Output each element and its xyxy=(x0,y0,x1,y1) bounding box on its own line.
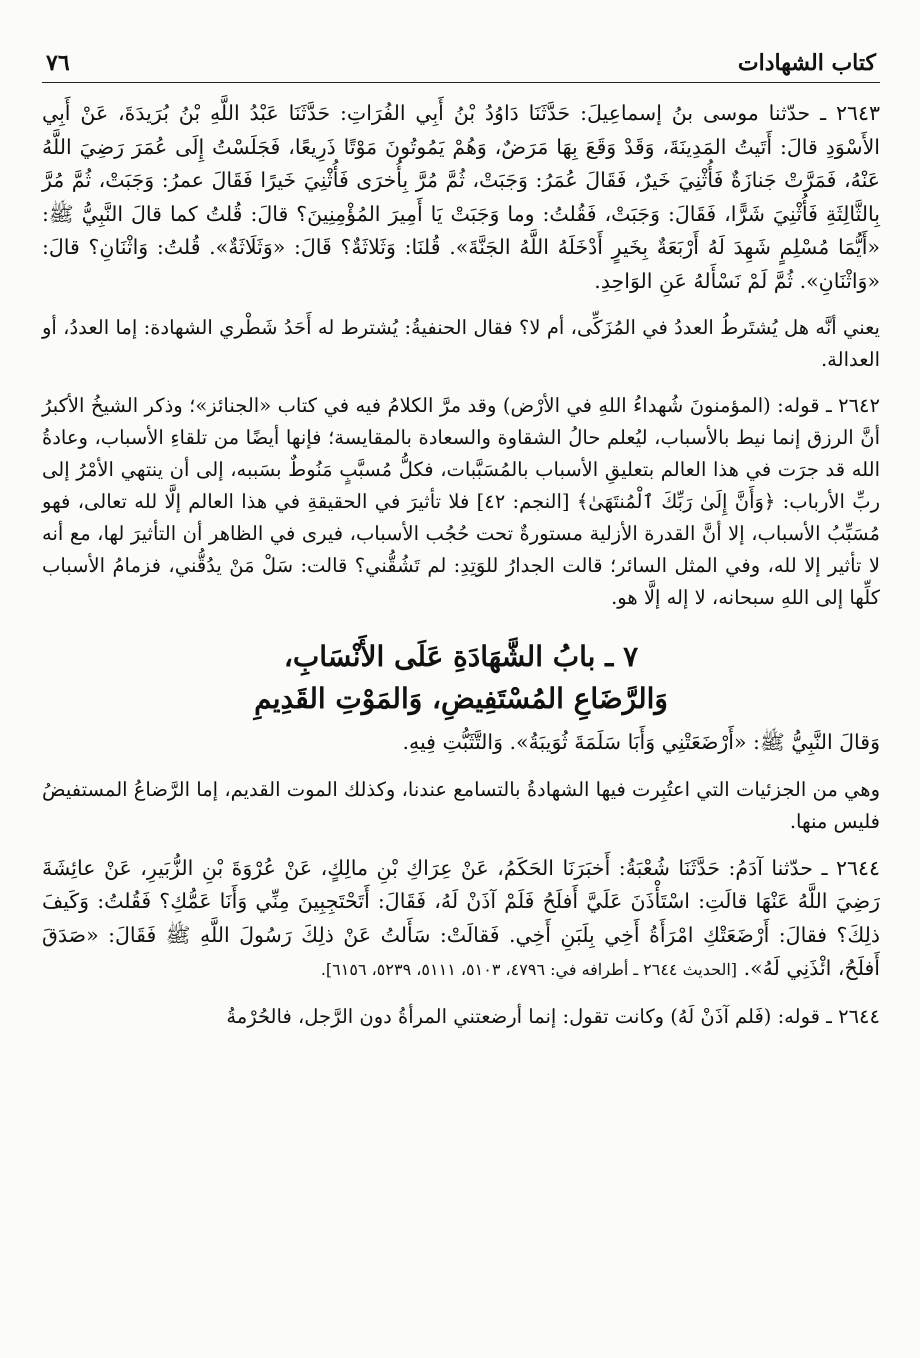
chapter-heading-line-1: ٧ ـ بابُ الشَّهَادَةِ عَلَى الأَنْسَابِ، xyxy=(283,640,639,673)
chapter-quote: وَقالَ النَّبِيُّ ﷺ: «أَرْضَعَتْنِي وَأَبَا سَلَمَةَ ثُوَيبَةُ». وَالتَّثَبُّتِ فِيهِ. xyxy=(402,730,880,754)
page-number: ٧٦ xyxy=(46,50,70,76)
running-header xyxy=(42,40,880,83)
hadith-cross-reference: [الحديث ٢٦٤٤ ـ أطرافه في: ٤٧٩٦، ٥١٠٣، ٥١١١، ٥٢٣٩، ٦١٥٦]. xyxy=(320,960,738,979)
book-title: كتاب الشهادات xyxy=(737,50,876,76)
commentary-2644: ٢٦٤٤ ـ قوله: (فَلم آذَنْ لَهُ) وكانت تقول: إنما أرضعتني المرأةُ دون الرَّجل، فالحُرْمةُ xyxy=(226,1004,880,1028)
hadith-2644 xyxy=(42,852,880,987)
chapter-heading-line-2: وَالرَّضَاعِ المُسْتَفِيضِ، وَالمَوْتِ القَدِيمِ xyxy=(254,682,668,715)
hadith-2644-text: ٢٦٤٤ ـ حدّثنا آدَمُ: حَدَّثَنَا شُعْبَةُ: أَخبَرَنَا الحَكَمُ، عَنْ عِرَاكِ بْنِ مالِكٍ، عَنْ عُرْوَةَ بْنِ الزُّبَيرِ، عَنْ عائِشَةَ رَضِيَ اللَّهُ عَنْهَا قالَتِ: اسْتَأْذَنَ عَلَيَّ أَفلَحُ فَلَمْ آذَنْ لَهُ، فَقَالَ: أَتَحْتَجِبِينَ مِنِّي وَأَنَا عَمُّكِ؟ فَقُلتُ: وَكَيفَ ذلِكَ؟ فقالَ: أَرْضَعَتْكِ امْرَأَةُ أَخِي بِلَبَنِ أَخِي. فَقالَتْ: سَأَلتُ عَنْ ذلِكَ رَسُولَ اللَّهِ ﷺ فَقَالَ: «صَدَقَ أَفلَحُ، ائْذَنِي لَهُ». xyxy=(42,855,880,980)
commentary-2642: ٢٦٤٢ ـ قوله: (المؤمنونَ شُهداءُ اللهِ في الأرْض) وقد مرَّ الكلامُ فيه في كتاب «الجنائز»؛ وذكر الشيخُ الأكبرُ أنَّ الرزق إنما نيط بالأسباب، ليُعلم حالُ الشقاوة والسعادة بالمقايسة؛ فإنها أيضًا من تلقاءِ الأسباب، وعادةُ الله قد جرَت في هذا العالم بتعليقِ الأسباب بالمُسَبَّبات، فكلُّ مُسبَّبٍ مَنُوطٌ بسَببه، إلى أن ينتهي الأمْرُ إلى ربِّ الأرباب: ﴿وَأَنَّ إِلَىٰ رَبِّكَ ٱلْمُنتَهَىٰ﴾ [النجم: ٤٢] فلا تأثيرَ في الحقيقةِ في هذا العالم إلَّا لله تعالى، فهو مُسَبِّبُ الأسباب، إلا أنَّ القدرة الأزلية مستورةٌ تحت حُجُب الأسباب، فيرى في الظاهر أن التأثيرَ لها، مع أنه لا تأثير إلا لله، وفي المثل السائر؛ قالت الجدارُ للوَتِدِ: لم تَشُقُّني؟ قالت: سَلْ مَنْ يدُقُّني، فزمامُ الأسباب كلِّها إلى اللهِ سبحانه، لا إله إلَّا هو. xyxy=(42,394,880,609)
chapter-heading xyxy=(42,636,880,720)
commentary-paragraph: وهي من الجزئيات التي اعتُبِرت فيها الشهادةُ بالتسامع عندنا، وكذلك الموت القديم، إما الرَّضاعُ المستفيضُ فليس منها. xyxy=(42,777,880,833)
commentary-paragraph: يعني أنَّه هل يُشتَرطُ العددُ في المُزَكِّى، أم لا؟ فقال الحنفيةُ: يُشترط له أَحَدُ شَطْري الشهادة: إما العددُ، أو العدالة. xyxy=(42,316,880,371)
hadith-2643: ٢٦٤٣ ـ حدّثنا موسى بنُ إسماعِيلَ: حَدَّثَنَا دَاوُدُ بْنُ أَبِي الفُرَاتِ: حَدَّثَنَا عَبْدُ اللَّهِ بْنُ بُرَيدَةَ، عَنْ أَبِي الأَسْوَدِ قالَ: أَتَيتُ المَدِينَةَ، وَقَدْ وَقَعَ بِهَا مَرَضٌ، وَهُمْ يَمُوتُونَ مَوْتًا ذَرِيعًا، فَجَلَسْتُ إِلَى عُمَرَ رَضِيَ اللَّهُ عَنْهُ، فَمَرَّتْ جَنازَةٌ فَأُثْنِيَ خَيرٌ، فَقَالَ عُمَرُ: وَجَبَتْ، ثُمَّ مُرَّ بِأُخرَى فَأُثْنِيَ خَيرًا فَقَالَ عمرُ: وَجَبَتْ، ثُمَّ مُرَّ بِالثَّالِثَةِ فَأُثْنِيَ شَرًّا، فَقَالَ: وَجَبَتْ، فَقُلتُ: وما وَجَبَتْ يَا أَمِيرَ المُؤْمِنِينَ؟ قالَ: قُلتُ كما قالَ النَّبِيُّ ﷺ: «أَيُّمَا مُسْلِمٍ شَهِدَ لَهُ أَرْبَعَةٌ بِخَيرٍ أَدْخَلَهُ اللَّهُ الجَنَّةَ». قُلنَا: وَثَلاثَةٌ؟ قَالَ: «وَثَلَاثَةٌ». قُلتُ: وَاثْنَانِ؟ قالَ: «وَاثْنَانِ». ثُمَّ لَمْ نَسْأَلهُ عَنِ الوَاحِدِ. xyxy=(42,101,880,293)
